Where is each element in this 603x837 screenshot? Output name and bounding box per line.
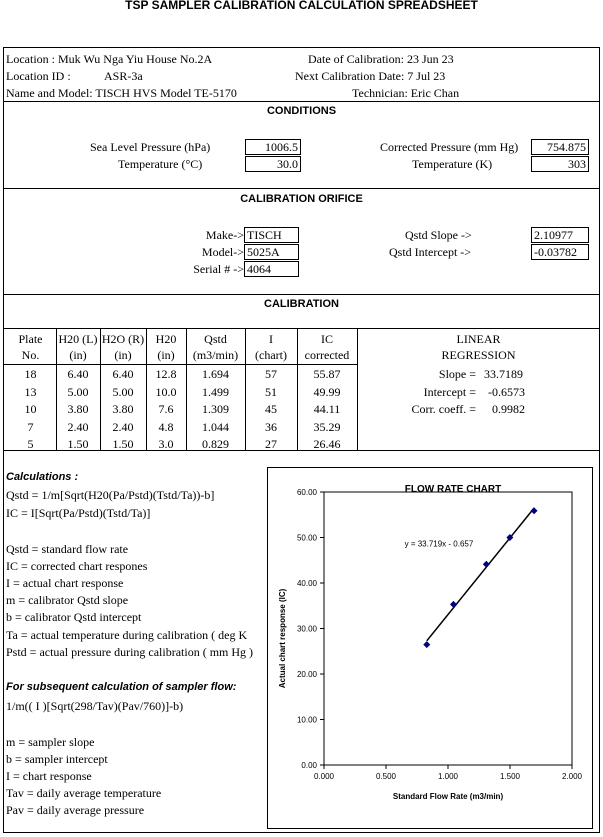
sampler-formula: 1/m(( I )[Sqrt(298/Tav)(Pav/760)]-b) <box>6 699 184 713</box>
table-cell: 1.499 <box>202 384 229 399</box>
location-text: Location : Muk Wu Nga Yiu House No.2A <box>6 52 213 66</box>
divider <box>3 294 600 295</box>
divider <box>3 450 600 451</box>
table-cell: 5.00 <box>67 384 89 399</box>
definition-text: IC = corrected chart respones <box>6 559 148 573</box>
location-id-label: Location ID : <box>6 69 71 83</box>
table-cell: 4.8 <box>158 419 174 434</box>
definition-text: m = calibrator Qstd slope <box>6 593 129 607</box>
table-cell: 36 <box>265 419 277 434</box>
data-point <box>483 561 490 568</box>
table-cell: 10 <box>24 402 37 416</box>
model-label: Model-> <box>201 245 244 259</box>
table-cell: 49.99 <box>313 384 341 399</box>
table-cell: 5 <box>27 437 34 451</box>
divider <box>3 328 600 329</box>
data-point <box>423 641 430 648</box>
y-tick-label: 40.00 <box>296 579 317 588</box>
table-cell: 27 <box>265 437 277 451</box>
definition-text: Pstd = actual pressure during calibration ( mm Hg ) <box>6 645 254 659</box>
table-cell: 6.40 <box>67 367 89 381</box>
table-cell: 3.80 <box>67 402 89 416</box>
table-column-header: H20 (L) <box>58 332 98 346</box>
table-cell: 35.29 <box>313 419 341 434</box>
table-column-header: Qstd <box>204 332 227 346</box>
data-point <box>450 601 457 608</box>
qstd-intercept-label: Qstd Intercept -> <box>389 245 472 259</box>
qstd-slope-label: Qstd Slope -> <box>405 228 472 242</box>
table-cell: 57 <box>265 367 277 381</box>
corr-coeff-label: Corr. coeff. = <box>411 402 476 416</box>
technician-text: Technician: Eric Chan <box>352 86 460 100</box>
orifice-heading: CALIBRATION ORIFICE <box>240 193 363 205</box>
sea-level-pressure-value: 1006.5 <box>245 139 301 155</box>
corr-coeff-value: 0.9982 <box>492 402 525 416</box>
table-column-header: IC <box>321 332 333 346</box>
x-tick-label: 0.000 <box>313 772 335 781</box>
x-tick-label: 0.500 <box>375 772 397 781</box>
table-cell: 51 <box>265 384 277 399</box>
definition-text: Pav = daily average pressure <box>6 803 145 817</box>
calculations-heading: Calculations : <box>6 471 79 483</box>
intercept-label: Intercept = <box>423 385 476 399</box>
intercept-value: -0.6573 <box>488 385 525 399</box>
corrected-pressure-label: Corrected Pressure (mm Hg) <box>380 140 519 154</box>
table-cell: 1.044 <box>202 419 229 434</box>
table-cell: 1.50 <box>67 437 89 451</box>
table-column-header: (chart) <box>255 348 287 362</box>
table-cell: 13 <box>24 384 37 399</box>
y-tick-label: 30.00 <box>296 624 317 634</box>
table-column-header: corrected <box>304 348 350 362</box>
corrected-pressure-value: 754.875 <box>531 139 589 155</box>
x-tick-label: 2.000 <box>561 772 583 781</box>
table-cell: 2.40 <box>112 419 134 434</box>
table-column-header: (in) <box>69 348 87 362</box>
page-title: TSP SAMPLER CALIBRATION CALCULATION SPREADSHEET <box>125 0 478 12</box>
y-axis-label: Actual chart response (IC) <box>278 588 287 689</box>
chart-title: FLOW RATE CHART <box>404 484 502 495</box>
y-tick-label: 10.00 <box>296 715 317 725</box>
trendline-equation: y = 33.719x - 0.657 <box>404 539 474 549</box>
table-column-divider <box>357 328 358 450</box>
definition-text: Ta = actual temperature during calibration ( deg K <box>6 628 248 642</box>
definition-text: b = sampler intercept <box>6 752 108 766</box>
table-column-header: I <box>269 332 273 346</box>
flow-rate-chart-svg <box>268 468 594 830</box>
temperature-c-value: 30.0 <box>245 156 301 172</box>
serial-label: Serial # -> <box>193 262 244 276</box>
y-tick-label: 50.00 <box>296 533 317 543</box>
divider <box>3 101 600 102</box>
qstd-slope-value: 2.10977 <box>531 227 589 243</box>
table-cell: 3.0 <box>158 437 174 451</box>
conditions-heading: CONDITIONS <box>266 105 337 117</box>
definition-text: b = calibrator Qstd intercept <box>6 610 142 624</box>
table-cell: 45 <box>265 402 277 416</box>
qstd-intercept-value: -0.03782 <box>531 244 589 260</box>
table-cell: 5.00 <box>112 384 134 399</box>
table-column-header: H2O (R) <box>101 332 145 346</box>
table-column-header: No. <box>21 348 40 362</box>
table-cell: 12.8 <box>155 367 177 381</box>
table-cell: 44.11 <box>313 402 341 416</box>
x-axis-label: Standard Flow Rate (m3/min) <box>392 792 504 801</box>
table-cell: 2.40 <box>67 419 89 434</box>
flow-rate-chart <box>267 467 593 829</box>
slope-label: Slope = <box>438 367 476 381</box>
regression-heading: LINEAR <box>456 332 501 346</box>
regression-heading: REGRESSION <box>441 348 516 362</box>
calibration-heading: CALIBRATION <box>264 298 339 310</box>
table-column-header: (in) <box>114 348 132 362</box>
table-cell: 1.694 <box>202 367 229 381</box>
temperature-k-value: 303 <box>531 156 589 172</box>
x-tick-label: 1.000 <box>437 772 459 781</box>
table-cell: 18 <box>24 367 37 381</box>
y-tick-label: 0.00 <box>301 761 317 770</box>
definition-text: m = sampler slope <box>6 735 95 749</box>
table-cell: 3.80 <box>112 402 134 416</box>
definition-text: Tav = daily average temperature <box>6 786 162 800</box>
data-point <box>531 507 538 514</box>
table-cell: 7 <box>27 419 34 434</box>
plot-area <box>324 492 572 765</box>
formula-qstd: Qstd = 1/m[Sqrt(H20(Pa/Pstd)(Tstd/Ta))-b] <box>6 488 215 502</box>
table-column-header: (in) <box>157 348 175 362</box>
table-cell: 7.6 <box>158 402 174 416</box>
make-label: Make-> <box>205 228 244 242</box>
calibration-date: Date of Calibration: 23 Jun 23 <box>308 52 454 66</box>
subsequent-heading: For subsequent calculation of sampler flow: <box>6 681 237 693</box>
table-column-header: (m3/min) <box>192 348 239 362</box>
table-column-header: H20 <box>155 332 177 346</box>
table-cell: 1.309 <box>202 402 229 416</box>
next-calibration-date: Next Calibration Date: 7 Jul 23 <box>295 69 446 83</box>
y-tick-label: 60.00 <box>296 488 317 497</box>
location-id-value: ASR-3a <box>104 69 143 83</box>
x-tick-label: 1.500 <box>499 772 521 781</box>
divider <box>3 188 600 189</box>
definition-text: I = chart response <box>6 769 92 783</box>
serial-value: 4064 <box>244 261 299 277</box>
table-cell: 1.50 <box>112 437 134 451</box>
trendline <box>427 508 534 641</box>
table-cell: 26.46 <box>313 437 341 451</box>
model-value: 5025A <box>244 244 299 260</box>
sea-level-pressure-label: Sea Level Pressure (hPa) <box>90 140 211 154</box>
slope-value: 33.7189 <box>484 367 523 381</box>
make-value: TISCH <box>244 227 299 243</box>
table-cell: 55.87 <box>313 367 341 381</box>
formula-ic: IC = I[Sqrt(Pa/Pstd)(Tstd/Ta)] <box>6 506 151 520</box>
table-cell: 6.40 <box>112 367 134 381</box>
name-model-text: Name and Model: TISCH HVS Model TE-5170 <box>6 86 237 100</box>
table-cell: 0.829 <box>202 437 229 451</box>
y-tick-label: 20.00 <box>296 670 317 679</box>
table-header-divider <box>3 364 357 365</box>
table-cell: 10.0 <box>155 384 177 399</box>
temperature-c-label: Temperature (°C) <box>118 157 203 171</box>
table-column-header: Plate <box>18 332 43 346</box>
definition-text: I = actual chart response <box>6 576 124 590</box>
definition-text: Qstd = standard flow rate <box>6 542 129 556</box>
temperature-k-label: Temperature (K) <box>412 157 493 171</box>
